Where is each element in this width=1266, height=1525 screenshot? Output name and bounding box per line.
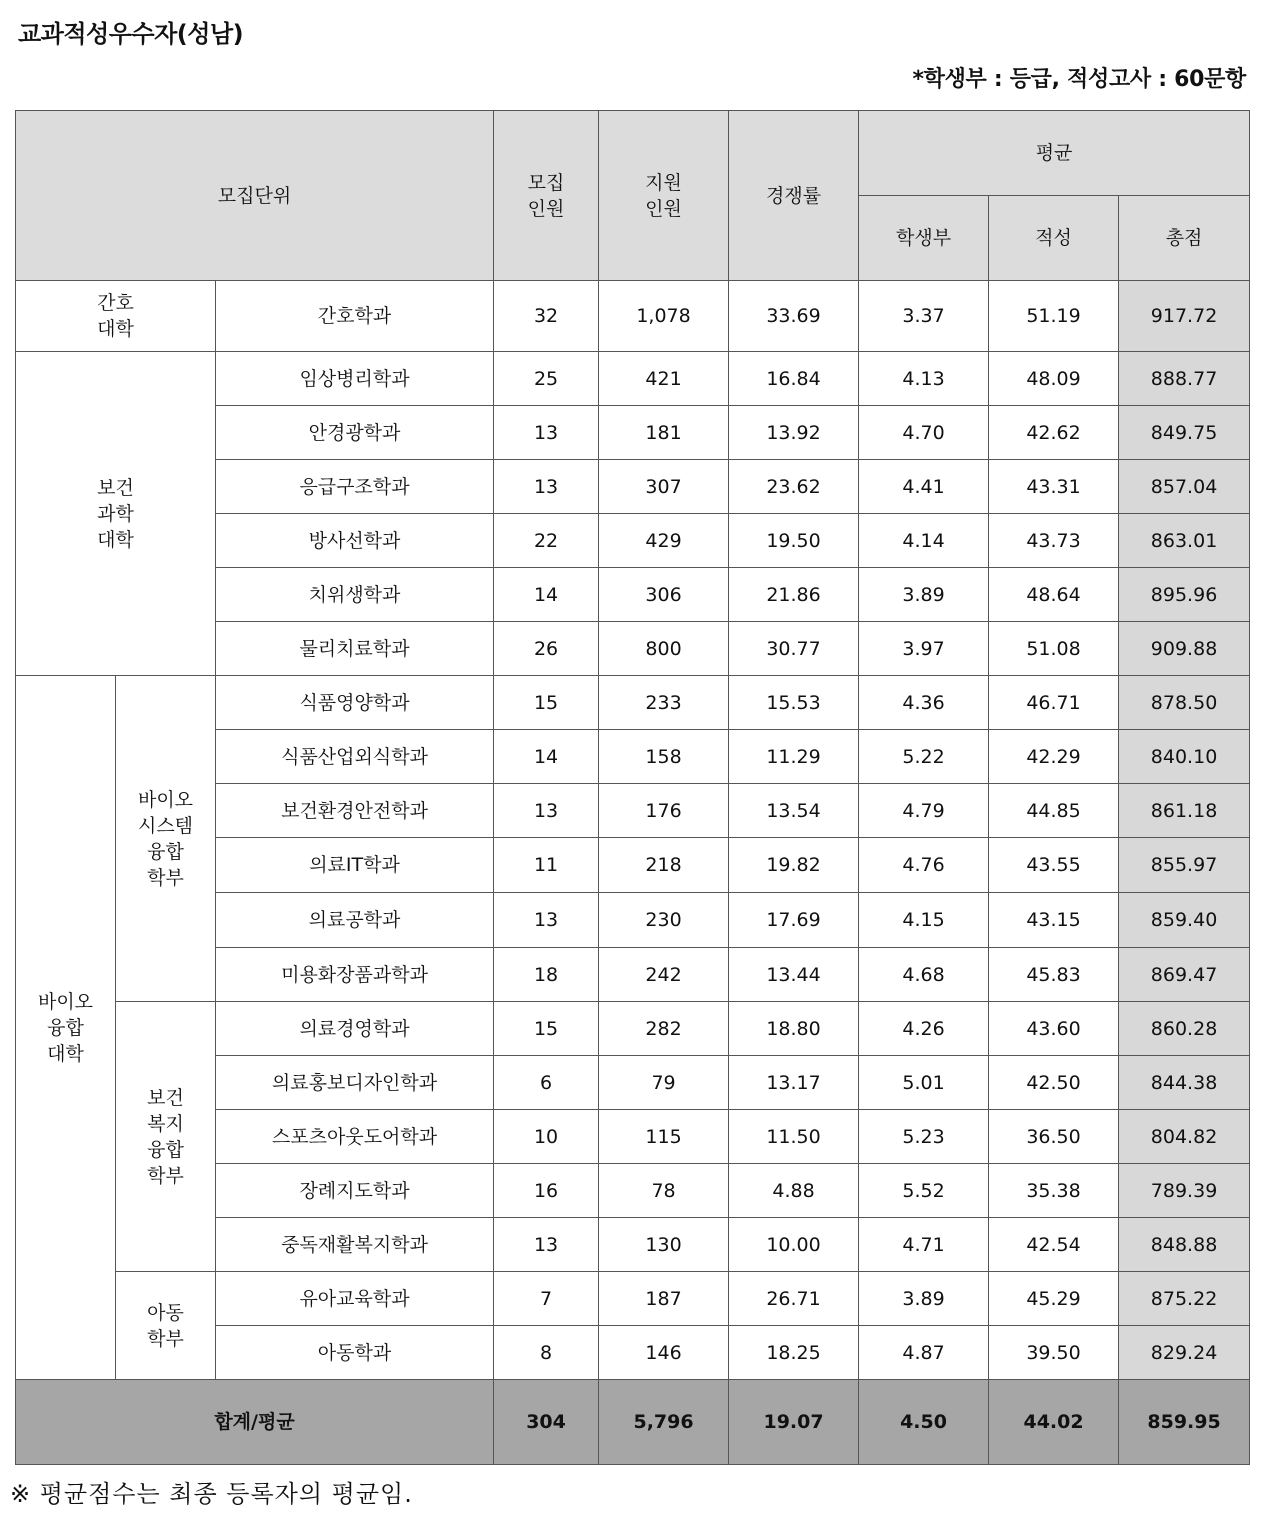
cell-applicants: 181 (599, 406, 729, 460)
cell-ratio: 16.84 (729, 352, 859, 406)
cell-total: 849.75 (1119, 406, 1250, 460)
dept-name: 아동학과 (216, 1326, 494, 1380)
dept-name: 안경광학과 (216, 406, 494, 460)
cell-applicants: 800 (599, 622, 729, 676)
header-total: 총점 (1119, 196, 1250, 281)
cell-applicants: 282 (599, 1002, 729, 1056)
cell-total: 857.04 (1119, 460, 1250, 514)
page-title: 교과적성우수자(성남) (18, 20, 244, 48)
cell-quota: 14 (494, 730, 599, 784)
dept-name: 응급구조학과 (216, 460, 494, 514)
cell-record: 4.71 (859, 1218, 989, 1272)
cell-total: 863.01 (1119, 514, 1250, 568)
cell-record: 4.87 (859, 1326, 989, 1380)
dept-name: 식품산업외식학과 (216, 730, 494, 784)
cell-record: 4.15 (859, 893, 989, 948)
cell-aptitude: 51.08 (989, 622, 1119, 676)
dept-name: 의료IT학과 (216, 838, 494, 893)
cell-ratio: 10.00 (729, 1218, 859, 1272)
cell-applicants: 307 (599, 460, 729, 514)
cell-total: 804.82 (1119, 1110, 1250, 1164)
cell-record: 4.36 (859, 676, 989, 730)
cell-applicants: 429 (599, 514, 729, 568)
table-row (16, 1002, 1250, 1056)
summary-quota: 304 (494, 1380, 599, 1465)
cell-applicants: 230 (599, 893, 729, 948)
cell-quota: 13 (494, 460, 599, 514)
dept-name: 보건환경안전학과 (216, 784, 494, 838)
dept-name: 장례지도학과 (216, 1164, 494, 1218)
cell-total: 869.47 (1119, 948, 1250, 1002)
dept-name: 의료공학과 (216, 893, 494, 948)
cell-applicants: 78 (599, 1164, 729, 1218)
cell-record: 4.26 (859, 1002, 989, 1056)
summary-record: 4.50 (859, 1380, 989, 1465)
cell-aptitude: 48.64 (989, 568, 1119, 622)
cell-record: 4.14 (859, 514, 989, 568)
summary-total: 859.95 (1119, 1380, 1250, 1465)
cell-total: 888.77 (1119, 352, 1250, 406)
cell-record: 3.97 (859, 622, 989, 676)
cell-aptitude: 51.19 (989, 281, 1119, 352)
division-health-welfare: 보건 복지 융합 학부 (116, 1002, 216, 1272)
cell-record: 4.79 (859, 784, 989, 838)
cell-quota: 10 (494, 1110, 599, 1164)
cell-aptitude: 43.60 (989, 1002, 1119, 1056)
college-health-science: 보건 과학 대학 (16, 352, 216, 676)
college-nursing: 간호 대학 (16, 281, 216, 352)
summary-applicants: 5,796 (599, 1380, 729, 1465)
cell-aptitude: 42.29 (989, 730, 1119, 784)
cell-ratio: 4.88 (729, 1164, 859, 1218)
cell-ratio: 19.50 (729, 514, 859, 568)
dept-name: 의료경영학과 (216, 1002, 494, 1056)
cell-ratio: 18.25 (729, 1326, 859, 1380)
cell-ratio: 17.69 (729, 893, 859, 948)
cell-applicants: 421 (599, 352, 729, 406)
cell-ratio: 18.80 (729, 1002, 859, 1056)
cell-total: 844.38 (1119, 1056, 1250, 1110)
cell-aptitude: 44.85 (989, 784, 1119, 838)
cell-quota: 7 (494, 1272, 599, 1326)
cell-quota: 25 (494, 352, 599, 406)
cell-record: 3.37 (859, 281, 989, 352)
cell-applicants: 187 (599, 1272, 729, 1326)
cell-total: 855.97 (1119, 838, 1250, 893)
cell-applicants: 146 (599, 1326, 729, 1380)
cell-ratio: 26.71 (729, 1272, 859, 1326)
cell-aptitude: 45.83 (989, 948, 1119, 1002)
dept-name: 스포츠아웃도어학과 (216, 1110, 494, 1164)
cell-aptitude: 43.55 (989, 838, 1119, 893)
cell-ratio: 13.54 (729, 784, 859, 838)
dept-name: 중독재활복지학과 (216, 1218, 494, 1272)
cell-record: 5.23 (859, 1110, 989, 1164)
cell-ratio: 13.44 (729, 948, 859, 1002)
cell-aptitude: 43.73 (989, 514, 1119, 568)
cell-total: 848.88 (1119, 1218, 1250, 1272)
cell-aptitude: 39.50 (989, 1326, 1119, 1380)
table-row (16, 1272, 1250, 1326)
cell-record: 5.22 (859, 730, 989, 784)
cell-quota: 18 (494, 948, 599, 1002)
cell-applicants: 218 (599, 838, 729, 893)
cell-quota: 13 (494, 406, 599, 460)
cell-ratio: 33.69 (729, 281, 859, 352)
cell-ratio: 13.17 (729, 1056, 859, 1110)
header-average: 평균 (859, 111, 1250, 196)
cell-quota: 15 (494, 1002, 599, 1056)
header-record: 학생부 (859, 196, 989, 281)
cell-total: 861.18 (1119, 784, 1250, 838)
cell-quota: 16 (494, 1164, 599, 1218)
cell-applicants: 79 (599, 1056, 729, 1110)
cell-ratio: 13.92 (729, 406, 859, 460)
cell-record: 4.41 (859, 460, 989, 514)
cell-record: 4.13 (859, 352, 989, 406)
cell-quota: 8 (494, 1326, 599, 1380)
cell-quota: 6 (494, 1056, 599, 1110)
cell-quota: 32 (494, 281, 599, 352)
table-row (16, 676, 1250, 730)
dept-name: 방사선학과 (216, 514, 494, 568)
dept-name: 유아교육학과 (216, 1272, 494, 1326)
cell-applicants: 176 (599, 784, 729, 838)
dept-name: 임상병리학과 (216, 352, 494, 406)
college-bio-convergence: 바이오 융합 대학 (16, 676, 116, 1380)
dept-name: 의료홍보디자인학과 (216, 1056, 494, 1110)
cell-applicants: 130 (599, 1218, 729, 1272)
footnote: ※ 평균점수는 최종 등록자의 평균임. (10, 1480, 413, 1508)
summary-label: 합계/평균 (16, 1380, 494, 1465)
cell-aptitude: 36.50 (989, 1110, 1119, 1164)
cell-ratio: 11.29 (729, 730, 859, 784)
cell-quota: 14 (494, 568, 599, 622)
cell-applicants: 115 (599, 1110, 729, 1164)
cell-quota: 13 (494, 893, 599, 948)
summary-aptitude: 44.02 (989, 1380, 1119, 1465)
table-row (16, 352, 1250, 406)
cell-record: 4.68 (859, 948, 989, 1002)
cell-total: 875.22 (1119, 1272, 1250, 1326)
cell-aptitude: 43.15 (989, 893, 1119, 948)
cell-total: 789.39 (1119, 1164, 1250, 1218)
division-bio-system: 바이오 시스템 융합 학부 (116, 676, 216, 1002)
cell-aptitude: 45.29 (989, 1272, 1119, 1326)
dept-name: 식품영양학과 (216, 676, 494, 730)
cell-total: 859.40 (1119, 893, 1250, 948)
header-unit: 모집단위 (16, 111, 494, 281)
cell-quota: 22 (494, 514, 599, 568)
cell-ratio: 23.62 (729, 460, 859, 514)
header-applicants: 지원 인원 (599, 111, 729, 281)
dept-name: 간호학과 (216, 281, 494, 352)
cell-quota: 15 (494, 676, 599, 730)
cell-ratio: 30.77 (729, 622, 859, 676)
cell-total: 829.24 (1119, 1326, 1250, 1380)
cell-total: 909.88 (1119, 622, 1250, 676)
cell-quota: 26 (494, 622, 599, 676)
cell-aptitude: 43.31 (989, 460, 1119, 514)
cell-aptitude: 42.54 (989, 1218, 1119, 1272)
header-quota: 모집 인원 (494, 111, 599, 281)
cell-total: 840.10 (1119, 730, 1250, 784)
cell-record: 5.52 (859, 1164, 989, 1218)
cell-applicants: 242 (599, 948, 729, 1002)
results-table (15, 110, 1250, 1465)
cell-aptitude: 48.09 (989, 352, 1119, 406)
table-row (16, 281, 1250, 352)
cell-record: 4.76 (859, 838, 989, 893)
cell-applicants: 233 (599, 676, 729, 730)
division-child: 아동 학부 (116, 1272, 216, 1380)
cell-aptitude: 42.62 (989, 406, 1119, 460)
cell-total: 878.50 (1119, 676, 1250, 730)
cell-aptitude: 42.50 (989, 1056, 1119, 1110)
cell-aptitude: 46.71 (989, 676, 1119, 730)
exam-note: *학생부 : 등급, 적성고사 : 60문항 (912, 67, 1246, 92)
cell-quota: 13 (494, 1218, 599, 1272)
summary-ratio: 19.07 (729, 1380, 859, 1465)
cell-ratio: 11.50 (729, 1110, 859, 1164)
cell-total: 860.28 (1119, 1002, 1250, 1056)
cell-record: 5.01 (859, 1056, 989, 1110)
cell-record: 3.89 (859, 568, 989, 622)
cell-ratio: 21.86 (729, 568, 859, 622)
cell-aptitude: 35.38 (989, 1164, 1119, 1218)
cell-total: 895.96 (1119, 568, 1250, 622)
header-ratio: 경쟁률 (729, 111, 859, 281)
cell-quota: 13 (494, 784, 599, 838)
cell-ratio: 15.53 (729, 676, 859, 730)
cell-ratio: 19.82 (729, 838, 859, 893)
dept-name: 미용화장품과학과 (216, 948, 494, 1002)
cell-record: 4.70 (859, 406, 989, 460)
cell-applicants: 306 (599, 568, 729, 622)
cell-total: 917.72 (1119, 281, 1250, 352)
header-aptitude: 적성 (989, 196, 1119, 281)
cell-quota: 11 (494, 838, 599, 893)
dept-name: 물리치료학과 (216, 622, 494, 676)
cell-applicants: 1,078 (599, 281, 729, 352)
cell-applicants: 158 (599, 730, 729, 784)
dept-name: 치위생학과 (216, 568, 494, 622)
cell-record: 3.89 (859, 1272, 989, 1326)
summary-row (16, 1380, 1250, 1465)
